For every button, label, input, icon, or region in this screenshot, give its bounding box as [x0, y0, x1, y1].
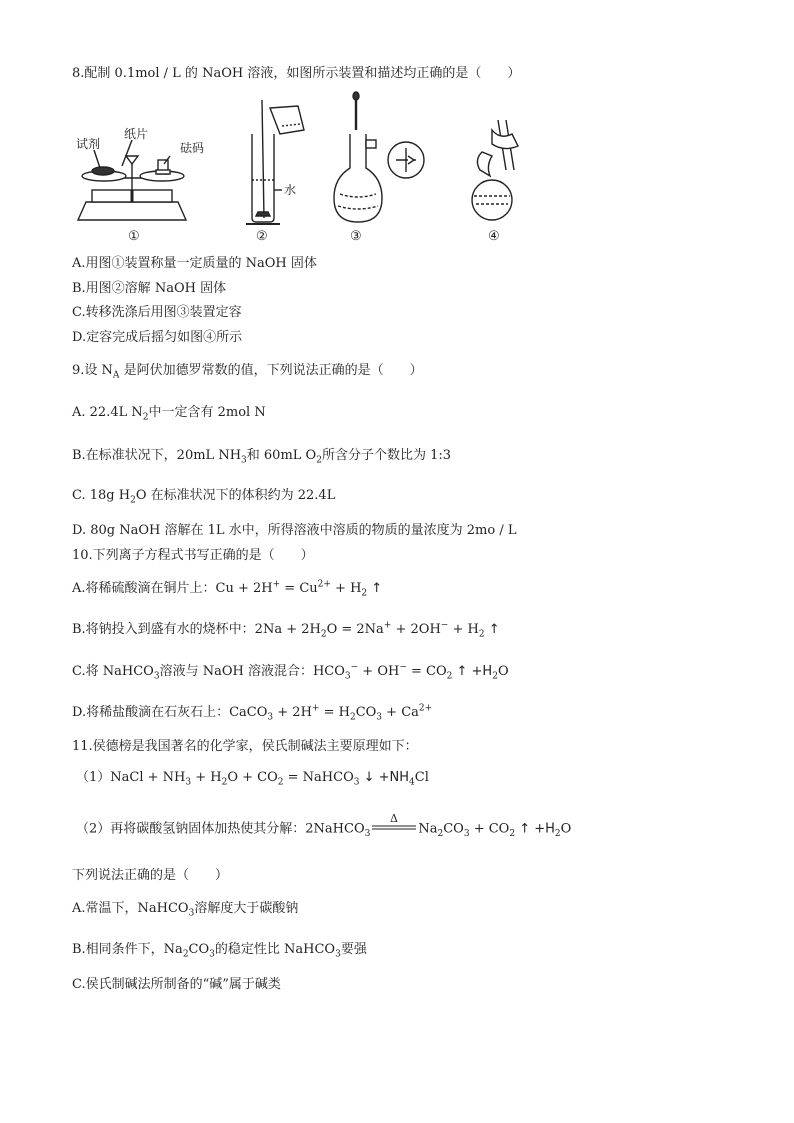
q8-figure [72, 90, 532, 250]
q10-option-a: A.将稀硫酸滴在铜片上：$Cu + 2H^+ = Cu^{2+} + H_2$ ↑ [72, 579, 383, 599]
q11-stem: 11.侯德榜是我国著名的化学家，侯氏制碱法主要原理如下： [72, 739, 418, 754]
balance-figure [78, 140, 186, 220]
q10-stem: 10.下列离子方程式书写正确的是（ ） [72, 548, 314, 563]
q8-stem: 8.配制 0.1mol / L 的 NaOH 溶液，如图所示装置和描述均正确的是（ ） [72, 66, 521, 81]
cylinder-figure [246, 100, 304, 224]
q11-option-a: A.常温下，NaHCO$_3$溶解度大于碳酸钠 [72, 901, 299, 919]
caption-3: ③ [350, 229, 362, 244]
q11-reaction-2: （2）再将碳酸氢钠固体加热使其分解：2NaHCO$_3$ Δ $Na_2CO_3 + CO_2$ ↑ $+H_2O$ [76, 813, 572, 840]
label-water: 水 [284, 183, 297, 197]
q8-option-a: A.用图①装置称量一定质量的 NaOH 固体 [72, 256, 317, 271]
q11-prompt: 下列说法正确的是（ ） [72, 868, 229, 883]
heat-equals-sign [370, 813, 418, 837]
q8-option-b: B.用图②溶解 NaOH 固体 [72, 281, 227, 296]
q9-stem: 9.设 $N_A$ 是阿伏加德罗常数的值，下列说法正确的是（ ） [72, 363, 423, 381]
shake-figure [472, 120, 518, 220]
q9-option-a: A. 22.4L $N_2$中一定含有 2mol N [72, 405, 266, 423]
delta-symbol: Δ [390, 813, 399, 825]
q11-option-c: C.侯氏制碱法所制备的“碱”属于碱类 [72, 977, 281, 992]
caption-2: ② [256, 229, 268, 244]
q8-option-c: C.转移洗涤后用图③装置定容 [72, 305, 242, 320]
q10-option-d: D.将稀盐酸滴在石灰石上：CaCO$_3$ + $2H^+ = H_2CO_3 + Ca^{2+}$ [72, 703, 433, 723]
q10-option-c: C.将 NaHCO$_3$溶液与 NaOH 溶液混合：$HCO_3^- + OH^- = CO_2$ ↑ $+H_2O$ [72, 662, 509, 682]
caption-1: ① [128, 229, 140, 244]
q11-reaction-1: （1）NaCl + $NH_3 + H_2O + CO_2$ = NaHCO$_3$ ↓ $+NH_4Cl$ [76, 770, 429, 788]
label-weights: 砝码 [180, 141, 205, 155]
q8-option-d: D.定容完成后摇匀如图④所示 [72, 330, 243, 345]
q9-option-d: D. 80g NaOH 溶解在 1L 水中，所得溶液中溶质的物质的量浓度为 2mo / L [72, 523, 517, 538]
apparatus-diagram [72, 90, 532, 250]
q9-option-b: B.在标准状况下，20mL $NH_3$和 60mL $O_2$所含分子个数比为 1:3 [72, 448, 452, 466]
q10-option-b: B.将钠投入到盛有水的烧杯中：$2Na + 2H_2O = 2Na^+ + 2OH^- + H_2$ ↑ [72, 620, 500, 640]
label-reagent: 试剂 [76, 137, 101, 151]
caption-4: ④ [488, 229, 500, 244]
flask-figure [334, 92, 424, 222]
q9-option-c: C. 18g $H_2O$ 在标准状况下的体积约为 22.4L [72, 488, 336, 506]
q11-option-b: B.相同条件下，$Na_2CO_3$的稳定性比 NaHCO$_3$要强 [72, 942, 367, 960]
label-paper: 纸片 [124, 127, 149, 141]
